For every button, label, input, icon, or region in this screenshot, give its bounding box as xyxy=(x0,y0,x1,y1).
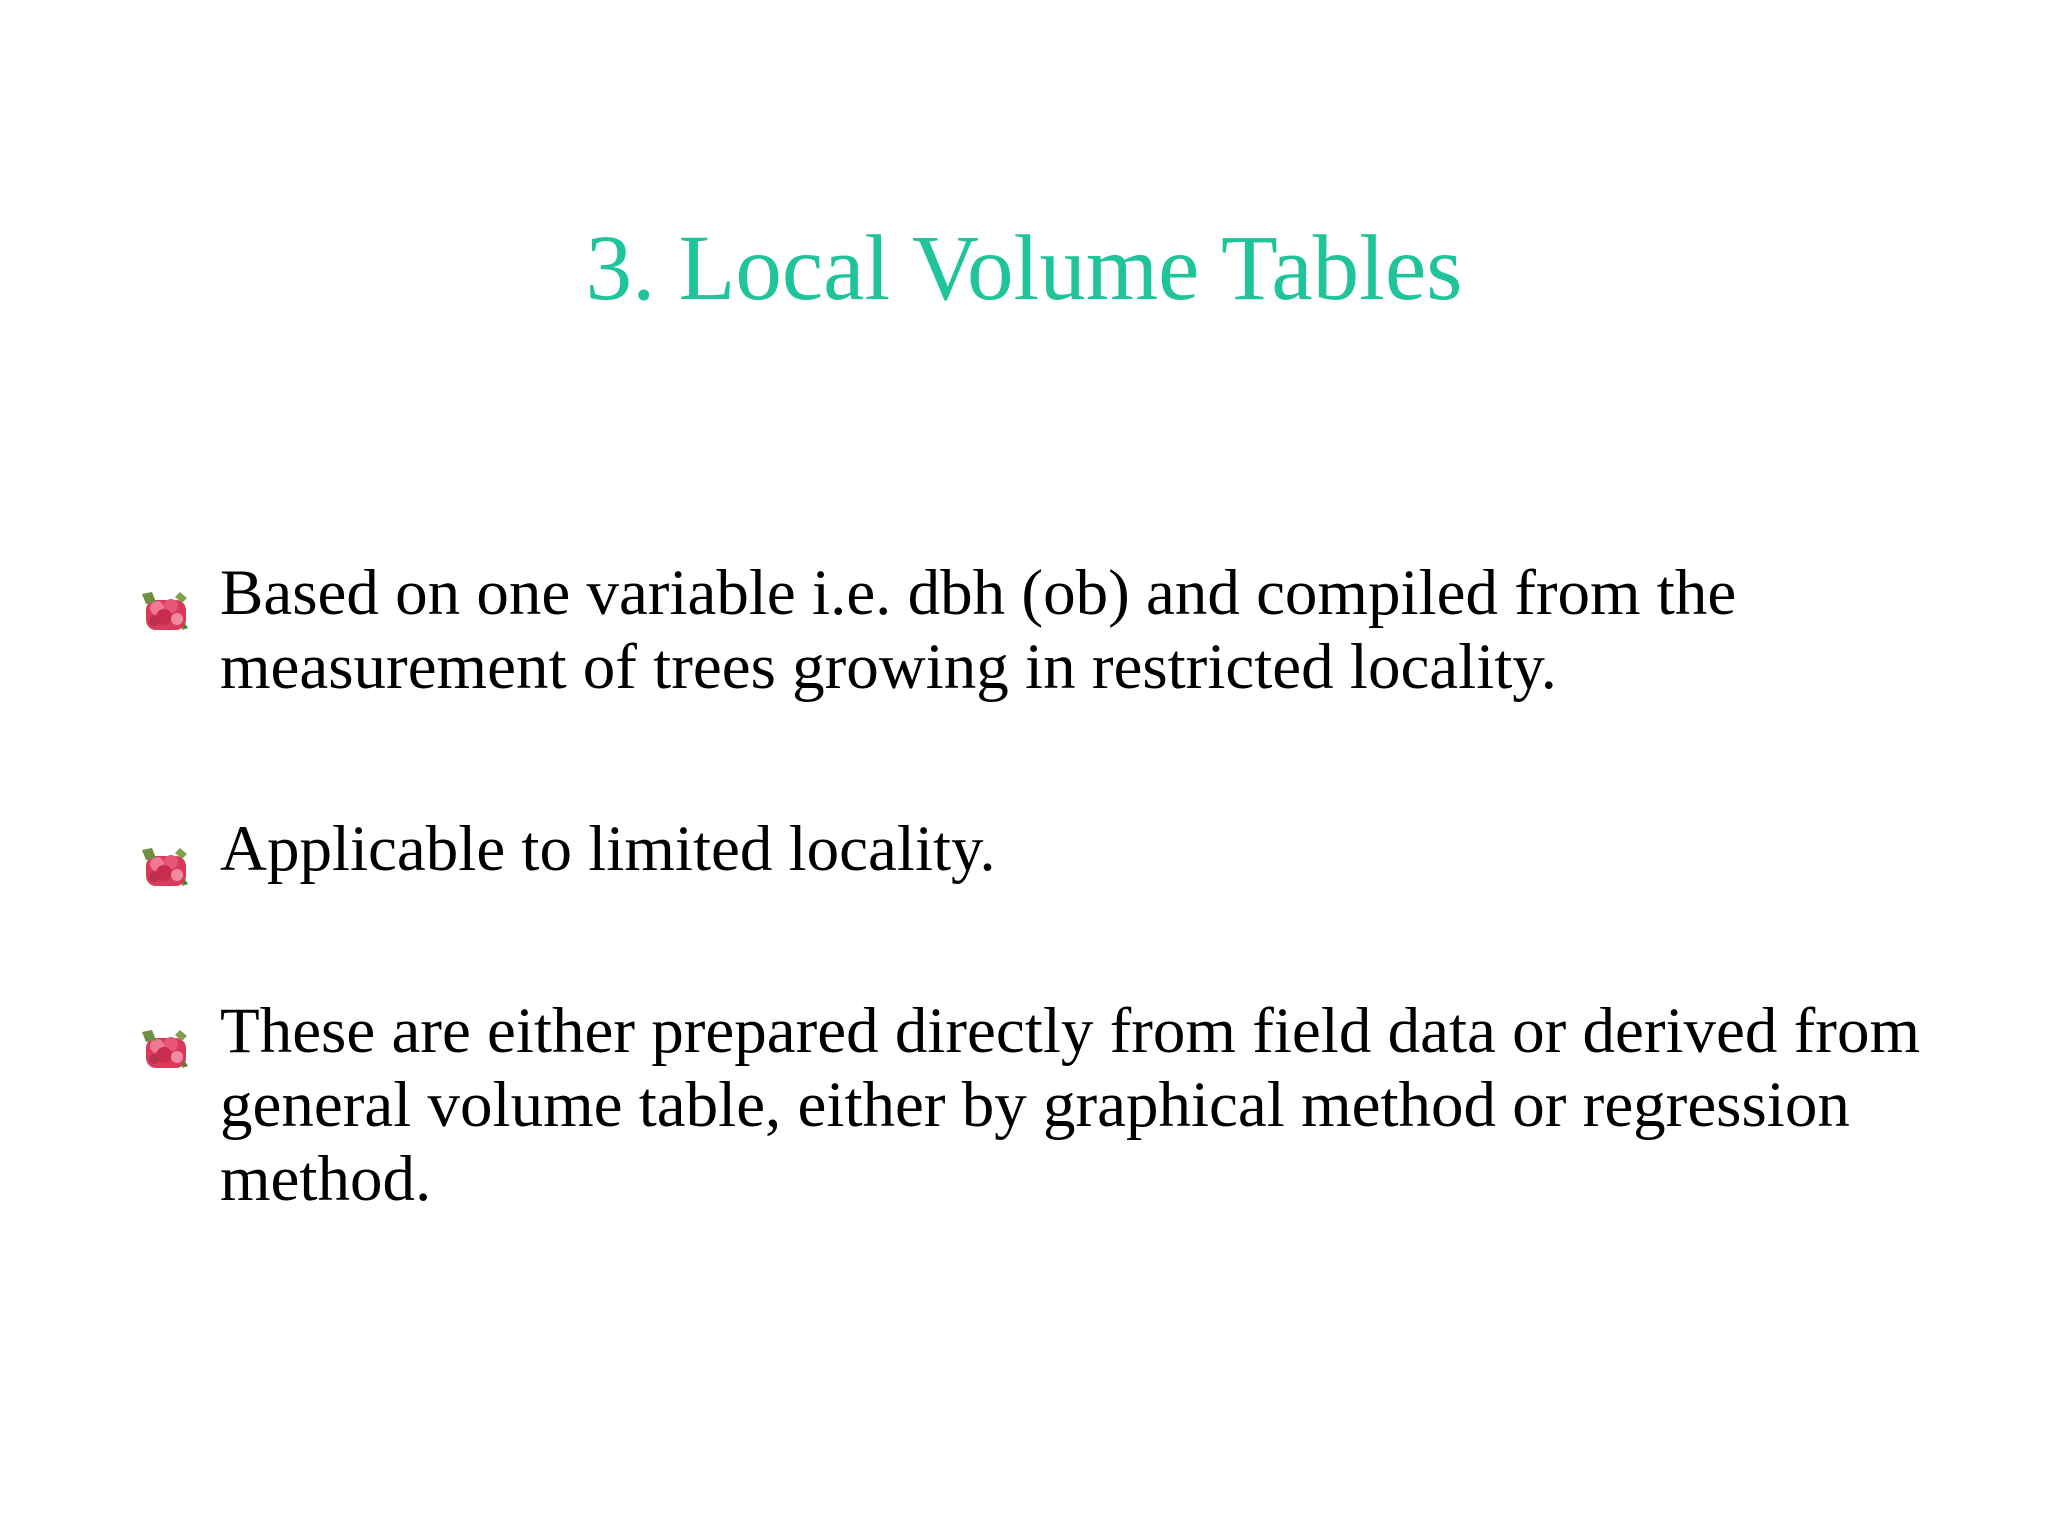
bullet-text: These are either prepared directly from field data or derived from general volume table, either by graphical method or regression method. xyxy=(220,995,1920,1215)
rose-bullet-icon xyxy=(140,1012,188,1054)
slide-title: 3. Local Volume Tables xyxy=(585,217,1463,320)
rose-bullet-icon xyxy=(140,830,188,872)
bullet-list xyxy=(140,556,1940,1216)
bullet-item-1 xyxy=(140,556,1940,704)
rose-bullet-icon xyxy=(140,574,188,616)
bullet-text: Based on one variable i.e. dbh (ob) and compiled from the measurement of trees growing in restricted locality. xyxy=(220,557,1737,703)
bullet-item-3 xyxy=(140,994,1940,1216)
bullet-text: Applicable to limited locality. xyxy=(220,813,996,885)
bullet-item-2 xyxy=(140,812,1940,886)
